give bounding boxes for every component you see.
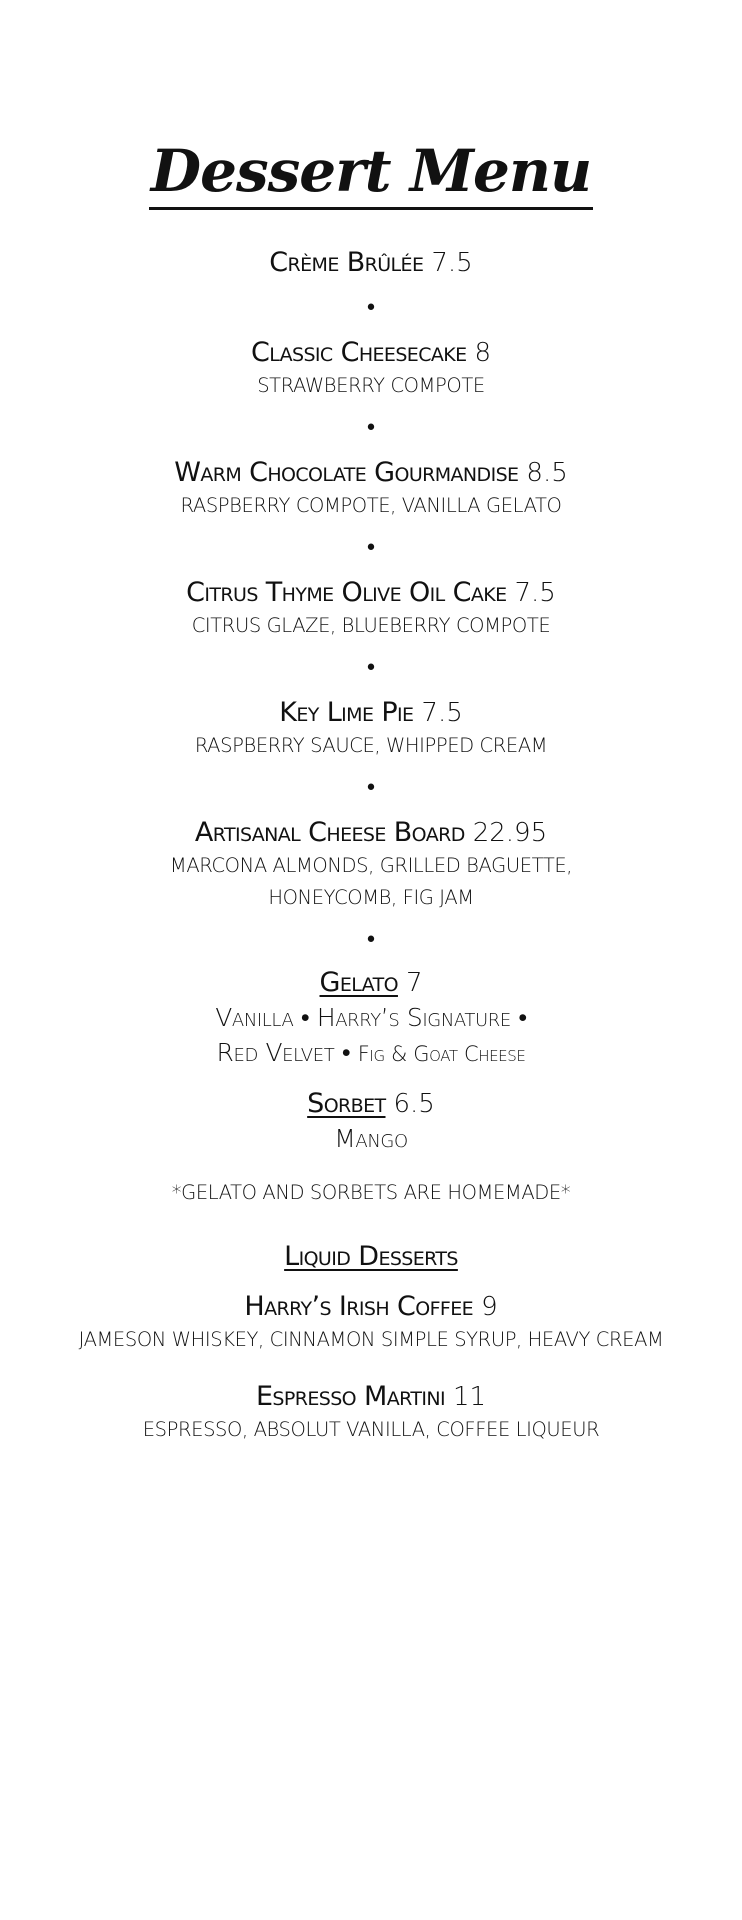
item-price: 6.5: [393, 1089, 435, 1119]
item-name: Classic Cheesecake 8: [250, 337, 492, 368]
menu-item-sorbet: [0, 1087, 742, 1156]
item-name: Espresso Martini 11: [255, 1381, 487, 1412]
item-description: MARCONA ALMONDS, GRILLED BAGUETTE,: [169, 854, 573, 877]
liquid-desserts-heading: Liquid Desserts: [284, 1241, 458, 1272]
item-name: Sorbet 6.5: [307, 1088, 435, 1119]
item-description: JAMESON WHISKEY, CINNAMON SIMPLE SYRUP, HEAVY CREAM: [78, 1328, 664, 1351]
item-name: Crème Brûlée 7.5: [269, 247, 473, 278]
item-price: 7.5: [514, 578, 556, 608]
separator-dot: •: [364, 416, 378, 441]
menu-item-classic-cheesecake: [0, 336, 742, 402]
item-price: 7: [405, 968, 423, 998]
item-description: RASPBERRY SAUCE, WHIPPED CREAM: [194, 734, 548, 757]
menu-item-citrus-thyme-olive-oil-cake: [0, 576, 742, 642]
item-name: Citrus Thyme Olive Oil Cake 7.5: [186, 577, 556, 608]
separator-dot: •: [364, 536, 378, 561]
item-name: Warm Chocolate Gourmandise 8.5: [174, 457, 568, 488]
menu-item-artisanal-cheese-board: [0, 816, 742, 914]
item-name: Artisanal Cheese Board 22.95: [194, 817, 548, 848]
item-description: HONEYCOMB, FIG JAM: [268, 886, 474, 909]
item-price: 11: [452, 1382, 487, 1412]
item-price: 7.5: [421, 698, 463, 728]
menu-title: Dessert Menu: [0, 136, 742, 206]
separator-dot: •: [364, 656, 378, 681]
item-description: RASPBERRY COMPOTE, VANILLA GELATO: [180, 494, 562, 517]
item-price: 8: [474, 338, 492, 368]
gelato-flavors-line-2: Red Velvet • Fig & Goat Cheese: [216, 1038, 526, 1067]
sorbet-flavor: Mango: [334, 1124, 408, 1153]
item-price: 9: [481, 1292, 498, 1322]
item-name: Key Lime Pie 7.5: [279, 697, 463, 728]
menu-item-gelato: [0, 966, 742, 1072]
separator-dot: •: [364, 296, 378, 321]
homemade-note: *GELATO AND SORBETS ARE HOMEMADE*: [171, 1181, 571, 1204]
separator-dot: •: [364, 776, 378, 801]
menu-item-irish-coffee: [0, 1290, 742, 1356]
menu-item-creme-brulee: [0, 246, 742, 280]
item-price: 22.95: [472, 818, 548, 848]
menu-item-warm-chocolate-gourmandise: [0, 456, 742, 522]
separator-dot: •: [364, 928, 378, 953]
item-name: Gelato 7: [319, 967, 423, 998]
gelato-flavors-line-1: Vanilla • Harry’s Signature •: [215, 1003, 527, 1032]
menu-item-espresso-martini: [0, 1380, 742, 1446]
item-description: CITRUS GLAZE, BLUEBERRY COMPOTE: [191, 614, 551, 637]
item-price: 8.5: [526, 458, 568, 488]
menu-item-key-lime-pie: [0, 696, 742, 762]
item-name: Harry’s Irish Coffee 9: [244, 1291, 498, 1322]
item-price: 7.5: [431, 248, 473, 278]
item-description: ESPRESSO, ABSOLUT VANILLA, COFFEE LIQUEUR: [142, 1418, 600, 1441]
item-description: STRAWBERRY COMPOTE: [257, 374, 485, 397]
